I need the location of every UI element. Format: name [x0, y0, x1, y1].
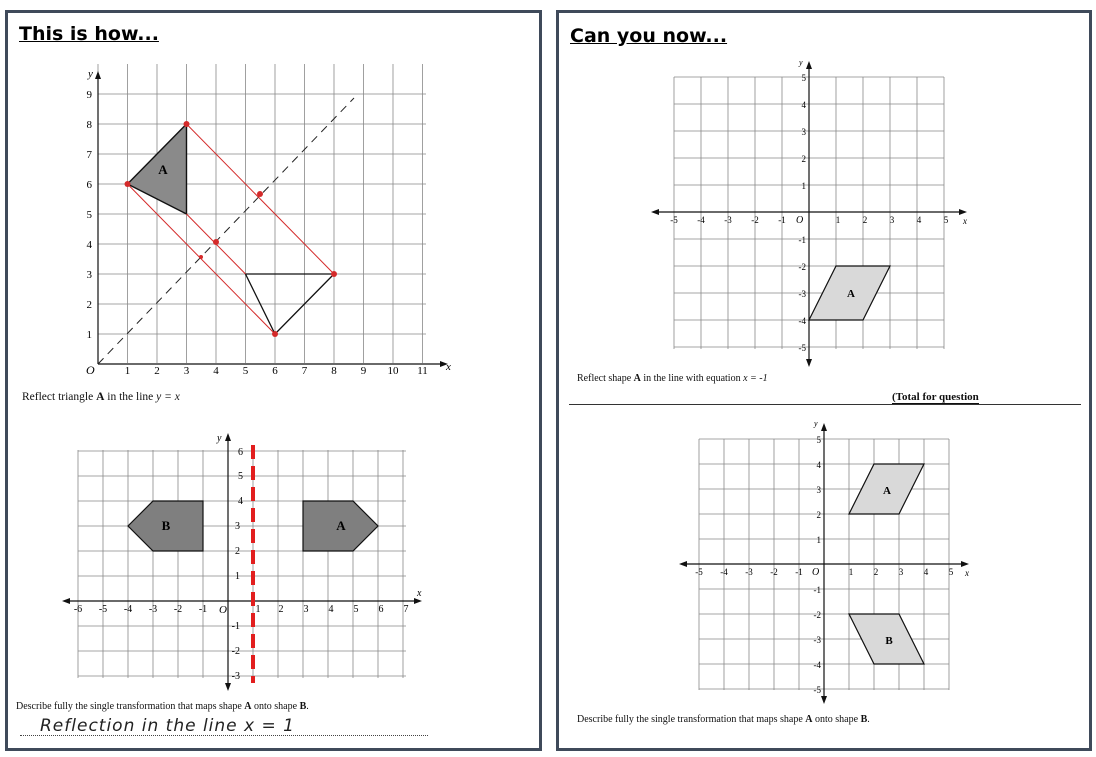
x-tick: 5: [353, 604, 359, 615]
x-tick: 2: [154, 365, 160, 377]
x-tick: 11: [417, 365, 428, 377]
question1-y-label: y: [799, 58, 803, 67]
example2-origin: O: [219, 604, 227, 616]
shape-a-label: A: [883, 485, 891, 497]
x-tick: -5: [98, 604, 108, 615]
example1-caption: Reflect triangle A in the line y = x: [22, 391, 180, 403]
practice-panel: [556, 10, 1092, 751]
question1-caption: Reflect shape A in the line with equation x = -1: [577, 373, 768, 384]
x-tick: 2: [873, 567, 879, 577]
x-tick: 7: [403, 604, 409, 615]
x-tick: 6: [378, 604, 384, 615]
example1-x-label: x: [446, 361, 451, 373]
shape-a-label: A: [847, 288, 855, 300]
y-tick: 4: [238, 496, 243, 507]
y-tick: -5: [798, 343, 806, 353]
total-marks-label: (Total for question: [892, 391, 979, 403]
x-tick: -6: [73, 604, 83, 615]
question2-y-ticks: [814, 435, 822, 695]
x-tick: -5: [695, 567, 703, 577]
example2-y-arrow-down: [225, 683, 231, 691]
triangle-a-label: A: [158, 162, 168, 177]
y-tick: 8: [86, 119, 92, 131]
y-tick: 4: [86, 239, 92, 251]
y-tick: 1: [801, 181, 806, 191]
question2-x-arrow: [961, 561, 969, 567]
x-tick: -4: [697, 215, 705, 225]
x-tick: -1: [795, 567, 803, 577]
x-tick: -3: [148, 604, 158, 615]
y-tick: 3: [235, 521, 240, 532]
x-tick: 4: [916, 215, 922, 225]
question1-origin: O: [796, 215, 804, 226]
x-tick: 6: [272, 365, 278, 377]
y-tick: 3: [801, 127, 806, 137]
y-tick: 2: [801, 154, 806, 164]
y-tick: 5: [238, 471, 243, 482]
x-tick: -3: [724, 215, 732, 225]
example2-graph: [8, 13, 539, 748]
x-tick: 2: [278, 604, 284, 615]
x-tick: 4: [923, 567, 929, 577]
question1-x-label: x: [963, 216, 967, 226]
y-tick: 9: [86, 89, 92, 101]
x-tick: 1: [835, 215, 841, 225]
y-tick: -3: [813, 635, 821, 645]
shape-b-label: B: [161, 518, 171, 533]
example2-caption: Describe fully the single transformation that maps shape A onto shape B.: [16, 701, 309, 712]
y-tick: 2: [86, 299, 92, 311]
panel-heading: This is how...: [19, 23, 159, 45]
x-tick: 2: [862, 215, 868, 225]
x-tick: -2: [173, 604, 183, 615]
question2-y-arrow-down: [821, 696, 827, 704]
x-tick: 5: [242, 365, 249, 377]
question2-caption: Describe fully the single transformation that maps shape A onto shape B.: [577, 714, 870, 725]
y-tick: -3: [231, 671, 240, 682]
example1-y-label: y: [88, 68, 93, 80]
question2-y-label: y: [814, 419, 818, 428]
x-tick: 4: [328, 604, 334, 615]
x-tick: 1: [124, 365, 131, 377]
example2-y-label: y: [217, 433, 222, 444]
question2-graph: [559, 13, 1089, 748]
x-tick: -3: [745, 567, 753, 577]
x-tick: 3: [898, 567, 904, 577]
question2-origin: O: [812, 567, 820, 578]
x-tick: 1: [848, 567, 854, 577]
x-tick: 8: [331, 365, 337, 377]
y-tick: 4: [816, 460, 821, 470]
x-tick: -1: [198, 604, 208, 615]
y-tick: 3: [816, 485, 821, 495]
x-tick: -1: [778, 215, 786, 225]
y-tick: 6: [86, 179, 92, 191]
x-tick: -2: [751, 215, 759, 225]
question2-x-label: x: [965, 568, 969, 578]
x-tick: 5: [948, 567, 954, 577]
x-tick: 3: [303, 604, 309, 615]
y-tick: -4: [813, 660, 821, 670]
x-tick: 3: [183, 365, 190, 377]
y-tick: 2: [235, 546, 240, 557]
y-tick: 1: [235, 571, 240, 582]
example2-grid: [78, 450, 406, 678]
y-tick: 5: [86, 209, 92, 221]
x-tick: 5: [943, 215, 949, 225]
x-tick: 1: [255, 604, 261, 615]
example2-y-arrow: [225, 433, 231, 441]
y-tick: 3: [86, 269, 92, 281]
y-tick: 5: [801, 73, 806, 83]
question2-y-arrow: [821, 423, 827, 431]
y-tick: -2: [813, 610, 821, 620]
example1-origin: O: [86, 363, 95, 377]
x-tick: -2: [770, 567, 778, 577]
x-tick: 3: [889, 215, 895, 225]
example2-x-arrow-left: [62, 598, 70, 604]
y-tick: 4: [801, 100, 806, 110]
example2-y-ticks: [232, 447, 243, 682]
y-tick: -3: [798, 289, 806, 299]
example2-x-ticks: [74, 604, 409, 615]
y-tick: -2: [798, 262, 806, 272]
x-tick: -5: [670, 215, 678, 225]
y-tick: 5: [816, 435, 821, 445]
x-tick: 10: [387, 365, 399, 377]
y-tick: -5: [813, 685, 821, 695]
y-tick: 6: [238, 447, 243, 458]
panel-heading: Can you now...: [570, 25, 728, 47]
answer-line: [20, 735, 428, 736]
shape-a-label: A: [336, 518, 346, 533]
y-tick: -1: [813, 585, 821, 595]
y-tick: 7: [86, 149, 92, 161]
y-tick: 1: [816, 535, 821, 545]
handwritten-answer: Reflection in the line x = 1: [40, 716, 295, 736]
x-tick: -4: [720, 567, 728, 577]
example2-x-label: x: [417, 588, 422, 599]
y-tick: 2: [816, 510, 821, 520]
y-tick: 1: [86, 329, 92, 341]
x-tick: 4: [213, 365, 219, 377]
y-tick: -1: [798, 235, 806, 245]
shape-b-label: B: [885, 635, 893, 647]
y-tick: -4: [798, 316, 806, 326]
y-tick: -1: [231, 621, 240, 632]
worked-example-panel: [5, 10, 542, 751]
x-tick: 7: [301, 365, 308, 377]
question2-x-arrow-left: [679, 561, 687, 567]
x-tick: 9: [360, 365, 367, 377]
x-tick: -4: [123, 604, 133, 615]
y-tick: -2: [231, 646, 240, 657]
